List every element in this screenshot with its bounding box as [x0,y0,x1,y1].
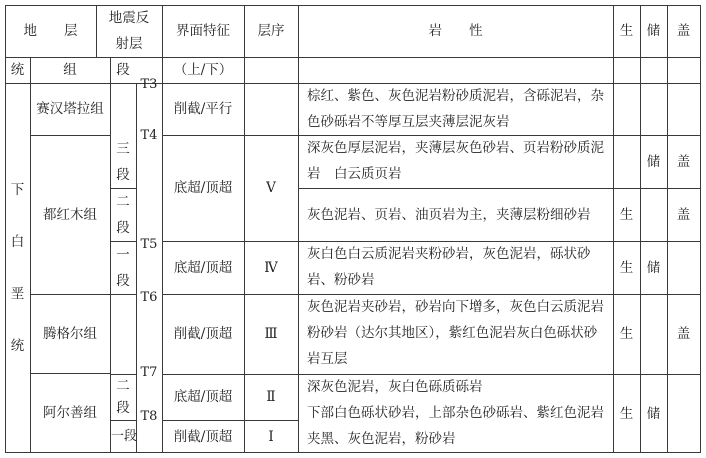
header-interface: 界面特征 [176,23,230,39]
lithology-line: 夹黑、灰色泥岩，粉砂岩 [307,431,456,447]
member-char: 段 [116,272,130,289]
series-char: 垩 [10,286,25,302]
row3-lithology: 灰色泥岩、页岩、油页岩为主，夹薄层粉细砂岩 [307,206,591,223]
row4-sequence: Ⅳ [264,259,278,276]
member-char: 段 [116,400,130,416]
subheader-interface-note: （上/下） [173,62,233,78]
reflector-t5: T5 [140,237,158,252]
header-lithology: 岩 性 [428,23,483,39]
row4-reservoir: 储 [646,259,661,276]
lithology-line: 色砂砾岩不等厚互层夹薄层泥灰岩 [307,114,510,130]
reflector-t4: T4 [140,128,158,143]
lithology-line: 粉砂岩（达尔其地区），紫红色泥岩灰白色砾状砂 [307,325,598,341]
row4-source: 生 [619,259,634,276]
header-source: 生 [619,23,634,39]
header-seismic-line2: 射层 [115,36,143,52]
row2-reservoir: 储 [646,153,661,170]
member-char: 段 [116,219,130,236]
series-char: 下 [10,182,25,198]
subheader-member: 段 [116,62,130,78]
member-duhongmu-2 [110,188,136,241]
reflector-t3: T3 [140,77,158,92]
reflector-t6: T6 [140,290,158,305]
header-seismic-line1: 地震反 [108,10,150,26]
series-lower-cretaceous [5,83,30,453]
member-char: 一 [116,246,130,263]
row5-cap: 盖 [676,326,691,342]
row6-source: 生 [619,405,634,422]
row1-interface: 削截/平行 [173,101,233,117]
row2-interface: 底超/顶超 [173,180,233,196]
row5-lithology [298,294,613,374]
lithology-line: 棕红、紫色、灰色泥岩粉砂质泥岩，含砾泥岩，杂 [307,88,604,104]
member-char: 二 [116,378,130,394]
header-reservoir: 储 [646,23,661,39]
row2-lithology [298,135,613,188]
member-duhongmu-3 [110,135,136,188]
rule-v-right [700,5,701,453]
subheader-system: 统 [10,62,25,78]
header-sequence: 层序 [257,23,285,39]
row3-cap: 盖 [676,206,691,223]
series-char: 统 [10,338,25,354]
row6-sequence: Ⅱ [266,389,276,405]
lithology-line: 深灰色厚层泥岩，夹薄层灰色砂岩、页岩粉砂质泥 [307,140,604,156]
formation-saihantala: 赛汉塔拉组 [36,101,104,117]
row4-interface: 底超/顶超 [173,259,233,276]
header-strata: 地 层 [23,23,78,39]
lithology-line: 岩 白云质页岩 [307,166,402,182]
row5-source: 生 [619,326,634,342]
aershan-lithology [298,374,613,453]
row6-reservoir: 储 [646,405,661,422]
series-char: 白 [10,234,25,250]
formation-aershan: 阿尔善组 [43,405,97,421]
member-aershan-2 [110,374,136,420]
row5-sequence: Ⅲ [264,326,278,342]
lithology-line: 岩、粉砂岩 [307,272,375,288]
member-duhongmu-1 [110,241,136,294]
member-char: 三 [116,140,130,157]
rule-member1-bottom [110,294,136,295]
member-char: 二 [116,193,130,210]
row6-interface: 底超/顶超 [173,389,233,405]
header-cap: 盖 [676,23,691,39]
lithology-line: 下部白色砾状砂岩，上部杂色砂砾岩、紫红色泥岩 [307,405,604,421]
member-char: 段 [116,166,130,183]
reflector-t7: T7 [140,365,158,380]
row3-source: 生 [619,206,634,223]
member-aershan-1: 一段 [110,428,137,444]
row2-sequence: Ⅴ [266,180,276,196]
lithology-line: 灰白色白云质泥岩夹粉砂岩，灰色泥岩，砾状砂 [307,246,591,262]
reflector-t8: T8 [140,409,158,424]
formation-duhongmu: 都红木组 [43,206,97,223]
header-seismic-reflector [96,5,162,57]
row1-lithology [298,83,613,135]
subheader-formation: 组 [63,62,77,78]
row4-lithology [298,241,613,294]
formation-tenggeer: 腾格尔组 [43,325,97,342]
lithology-line: 灰色泥岩夹砂岩，砂岩向下增多，灰色白云质泥岩 [307,299,604,315]
row2-cap: 盖 [676,153,691,170]
lithology-line: 深灰色泥岩，灰白色砾质砾岩 [307,379,483,395]
lithology-line: 岩互层 [307,351,348,367]
row7-interface: 削截/顶超 [173,428,233,445]
row7-sequence: Ⅰ [268,428,274,445]
row5-interface: 削截/顶超 [173,326,233,342]
